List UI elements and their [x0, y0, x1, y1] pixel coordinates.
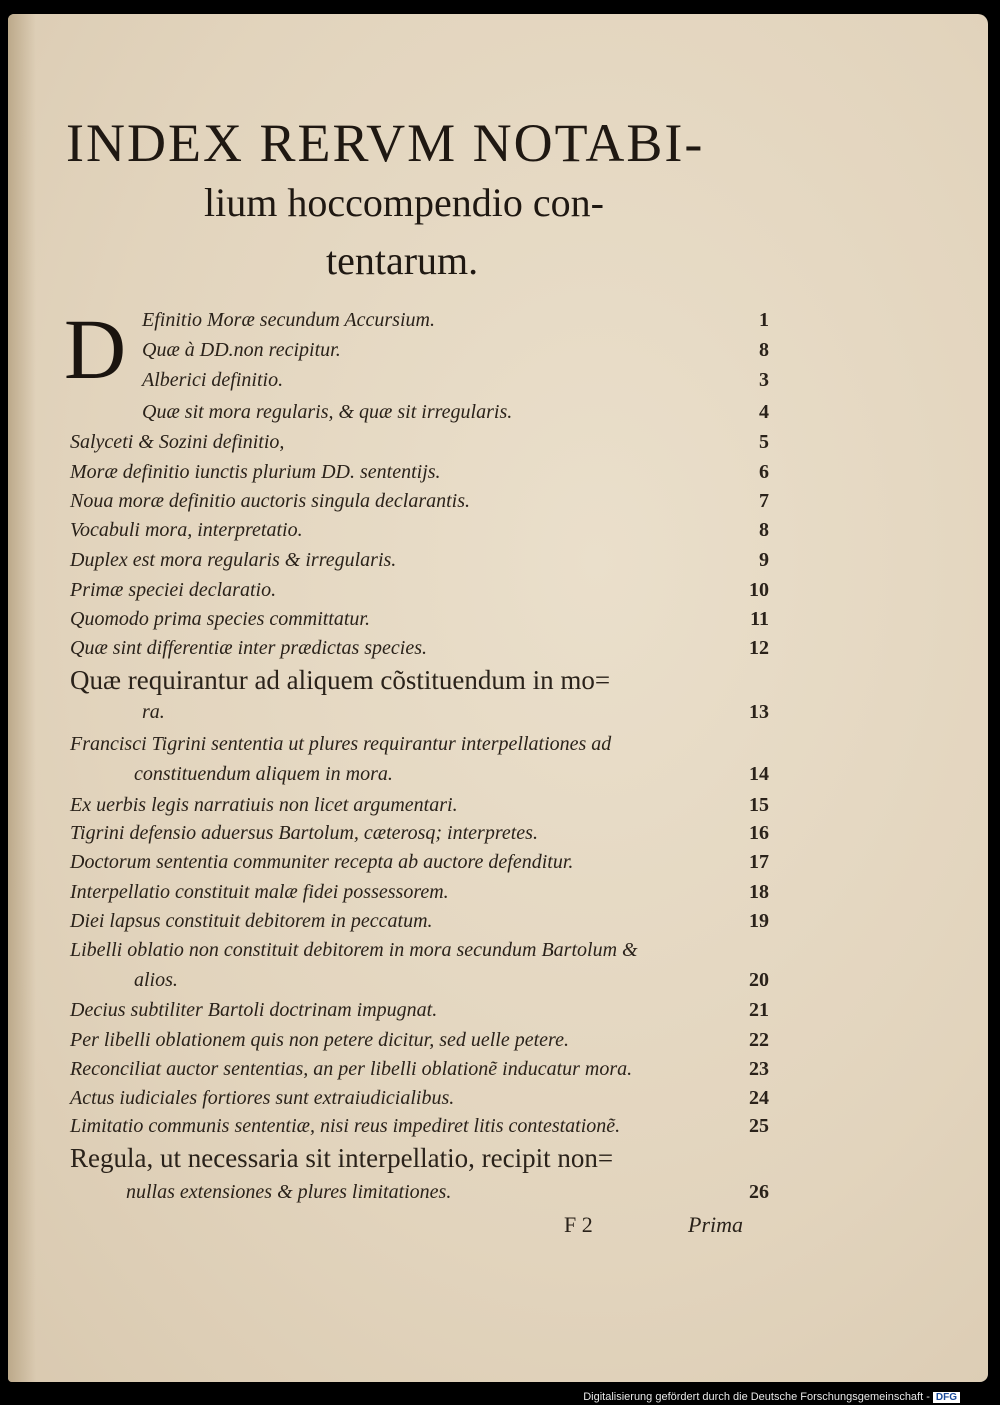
index-entry — [64, 637, 769, 667]
index-entry-continued — [64, 701, 769, 731]
entry-text: Francisci Tigrini sententia ut plures requirantur interpellationes ad — [70, 733, 612, 755]
index-entry — [64, 519, 769, 549]
entry-number: 24 — [749, 1087, 769, 1109]
entry-text: Primæ speciei declaratio. — [70, 579, 277, 601]
signature-mark: F 2 — [564, 1212, 593, 1237]
entry-number: 25 — [749, 1115, 769, 1137]
entry-text: Limitatio communis sententiæ, nisi reus impediret litis contestationẽ. — [70, 1115, 621, 1137]
entry-text: Quæ sit mora regularis, & quæ sit irregularis. — [142, 401, 513, 423]
index-entry — [64, 1143, 769, 1173]
entry-number: 6 — [759, 461, 769, 483]
entry-number: 19 — [749, 910, 769, 932]
index-entry — [64, 369, 769, 399]
index-entry — [64, 881, 769, 911]
index-entry — [64, 579, 769, 609]
entry-number: 4 — [759, 401, 769, 423]
entry-number: 9 — [759, 549, 769, 571]
entry-number: 23 — [749, 1058, 769, 1080]
index-entry — [64, 999, 769, 1029]
entry-text: Efinitio Moræ secundum Accursium. — [142, 309, 435, 331]
entry-text: Ex uerbis legis narratiuis non licet argumentari. — [70, 794, 458, 816]
entry-number: 17 — [749, 851, 769, 873]
entry-number: 21 — [749, 999, 769, 1021]
index-entry — [64, 339, 769, 369]
entry-text: Moræ definitio iunctis plurium DD. sententijs. — [70, 461, 441, 483]
entry-text: Libelli oblatio non constituit debitorem in mora secundum Bartolum & — [70, 939, 638, 961]
index-entry — [64, 401, 769, 431]
entry-number: 3 — [759, 369, 769, 391]
index-entry — [64, 1087, 769, 1117]
entry-number: 13 — [749, 701, 769, 723]
index-entry — [64, 733, 769, 763]
entry-number: 8 — [759, 519, 769, 541]
index-entry — [64, 431, 769, 461]
credit-text: Digitalisierung gefördert durch die Deutsche Forschungsgemeinschaft - — [583, 1391, 930, 1403]
index-entry-continued — [64, 969, 769, 999]
entry-text: Reconciliat auctor sententias, an per libelli oblationẽ inducatur mora. — [70, 1058, 633, 1080]
title-line-1: INDEX RERVM NOTABI- — [66, 113, 705, 173]
index-entry-continued — [64, 763, 769, 793]
index-entry — [64, 794, 769, 824]
index-entry — [64, 1058, 769, 1088]
index-entry — [64, 939, 769, 969]
index-entry — [64, 549, 769, 579]
index-entry — [64, 309, 769, 339]
entry-number: 10 — [749, 579, 769, 601]
entry-text: Quæ requirantur ad aliquem cõstituendum in mo= — [70, 665, 611, 695]
catchword: Prima — [688, 1212, 743, 1237]
entry-text: Salyceti & Sozini definitio, — [70, 431, 285, 453]
entry-number: 16 — [749, 822, 769, 844]
drop-cap: D — [64, 301, 127, 397]
index-entry — [64, 490, 769, 520]
entry-text-continued: ra. — [142, 701, 165, 723]
entry-text-continued: alios. — [134, 969, 178, 991]
index-entry — [64, 822, 769, 852]
entry-text-continued: nullas extensiones & plures limitationes. — [126, 1181, 452, 1203]
entry-number: 5 — [759, 431, 769, 453]
entry-number: 18 — [749, 881, 769, 903]
book-page — [8, 14, 988, 1382]
entry-text: Quæ sint differentiæ inter prædictas species. — [70, 637, 428, 659]
index-entry — [64, 910, 769, 940]
entry-number: 12 — [749, 637, 769, 659]
index-entry — [64, 1029, 769, 1059]
entry-number: 20 — [749, 969, 769, 991]
entry-number: 15 — [749, 794, 769, 816]
entry-text: Duplex est mora regularis & irregularis. — [70, 549, 397, 571]
index-title — [66, 112, 766, 290]
entry-text: Doctorum sententia communiter recepta ab auctore defenditur. — [70, 851, 574, 873]
entry-number: 8 — [759, 339, 769, 361]
entry-text: Decius subtiliter Bartoli doctrinam impugnat. — [70, 999, 438, 1021]
entry-text-continued: constituendum aliquem in mora. — [134, 763, 393, 785]
index-entry — [64, 608, 769, 638]
index-entry-continued — [64, 1181, 769, 1211]
entry-number: 14 — [749, 763, 769, 785]
entry-text: Interpellatio constituit malæ fidei possessorem. — [70, 881, 449, 903]
index-entry — [64, 665, 769, 695]
index-entry — [64, 1115, 769, 1145]
dfg-logo: DFG — [933, 1392, 960, 1403]
entry-number: 26 — [749, 1181, 769, 1203]
entry-number: 22 — [749, 1029, 769, 1051]
entry-number: 11 — [750, 608, 769, 630]
entry-text: Per libelli oblationem quis non petere dicitur, sed uelle petere. — [70, 1029, 569, 1051]
entry-text: Actus iudiciales fortiores sunt extraiudicialibus. — [70, 1087, 455, 1109]
entry-text: Regula, ut necessaria sit interpellatio, recipit non= — [70, 1143, 614, 1173]
index-entry — [64, 851, 769, 881]
entry-number: 7 — [759, 490, 769, 512]
entry-text: Noua moræ definitio auctoris singula declarantis. — [70, 490, 471, 512]
digitization-credit — [583, 1391, 960, 1403]
index-entry — [64, 461, 769, 491]
entry-text: Quæ à DD.non recipitur. — [142, 339, 341, 361]
entry-text: Quomodo prima species committatur. — [70, 608, 370, 630]
title-line-2: lium hoccompendio con- — [204, 180, 604, 225]
entry-text: Vocabuli mora, interpretatio. — [70, 519, 303, 541]
entry-text: Alberici definitio. — [142, 369, 284, 391]
entry-text: Tigrini defensio aduersus Bartolum, cæterosq; interpretes. — [70, 822, 538, 844]
entry-number: 1 — [759, 309, 769, 331]
entry-text: Diei lapsus constituit debitorem in peccatum. — [70, 910, 433, 932]
title-line-3: tentarum. — [326, 238, 479, 283]
